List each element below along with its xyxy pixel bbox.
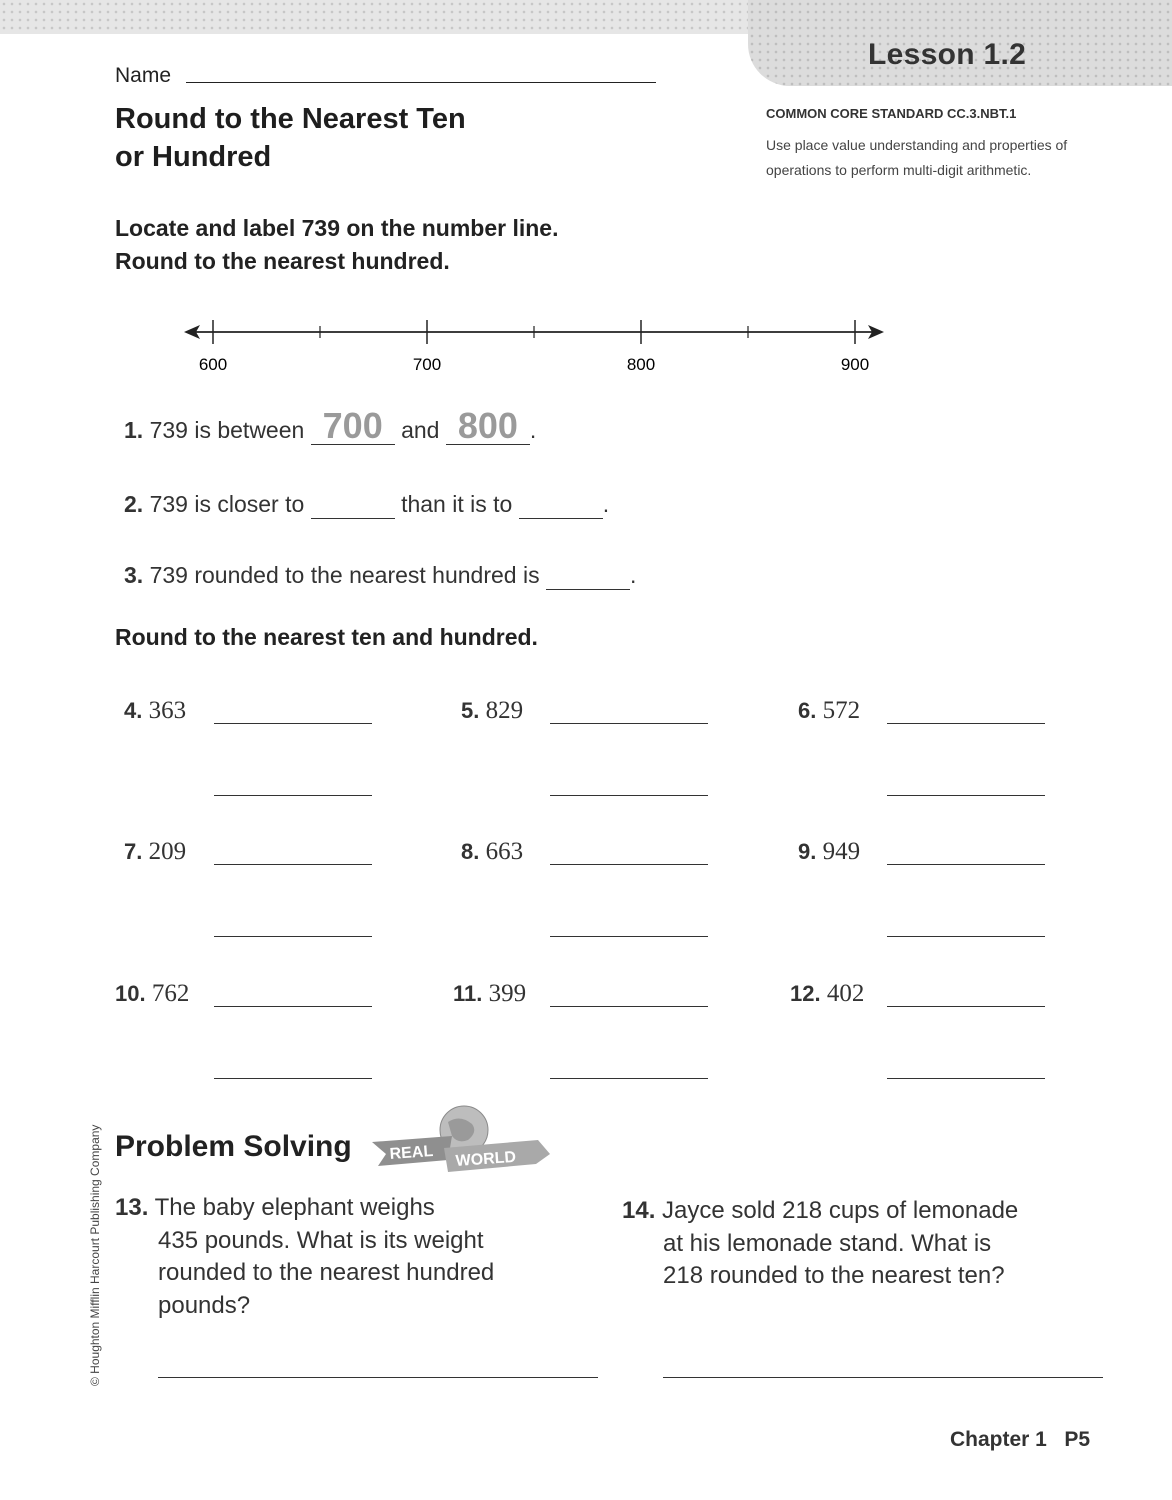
exercise-value: 363 bbox=[148, 697, 187, 724]
answer-line-14[interactable] bbox=[663, 1377, 1103, 1378]
instruction-line1: Locate and label 739 on the number line. bbox=[115, 215, 559, 241]
answer-line-hundred[interactable] bbox=[887, 795, 1045, 796]
question-text: than it is to bbox=[401, 491, 513, 517]
badge-world-text: WORLD bbox=[455, 1148, 517, 1170]
answer-line-ten[interactable] bbox=[214, 864, 372, 865]
copyright-notice bbox=[88, 979, 102, 1386]
exercise-number: 4. bbox=[124, 698, 143, 723]
answer-line-hundred[interactable] bbox=[550, 795, 708, 796]
page-title-line2: or Hundred bbox=[115, 141, 272, 173]
question-text: 739 is between bbox=[149, 417, 305, 443]
problem-text-line: rounded to the nearest hundred bbox=[158, 1259, 495, 1286]
page-title-line1: Round to the Nearest Ten bbox=[115, 103, 466, 135]
lesson-number: Lesson 1.2 bbox=[868, 38, 1027, 71]
instruction bbox=[115, 212, 559, 278]
answer-line-ten[interactable] bbox=[550, 1006, 708, 1007]
exercise-number: 10. bbox=[115, 981, 146, 1006]
problem-number: 13. bbox=[115, 1194, 149, 1221]
badge-real-text: REAL bbox=[389, 1142, 434, 1163]
question-text: and bbox=[401, 417, 440, 443]
question-text: 739 rounded to the nearest hundred is bbox=[149, 562, 540, 588]
tick-label-600: 600 bbox=[198, 355, 228, 374]
problem-13 bbox=[115, 1192, 585, 1322]
answer-blank[interactable]: 700 bbox=[311, 408, 395, 445]
standard-description: Use place value understanding and properties of operations to perform multi-digit arithmetic. bbox=[766, 137, 1068, 178]
copyright-text: © Houghton Mifflin Harcourt Publishing Company bbox=[88, 1124, 102, 1386]
answer-line-hundred[interactable] bbox=[887, 1078, 1045, 1079]
answer-line-ten[interactable] bbox=[550, 723, 708, 724]
page-title bbox=[115, 100, 466, 176]
answer-blank[interactable] bbox=[311, 491, 395, 519]
exercise-6 bbox=[798, 697, 860, 725]
answer-line-hundred[interactable] bbox=[550, 936, 708, 937]
problem-number: 14. bbox=[622, 1197, 656, 1224]
question-3 bbox=[124, 562, 636, 590]
tick-label-800: 800 bbox=[626, 355, 656, 374]
name-label: Name bbox=[115, 64, 172, 87]
standard-label: COMMON CORE STANDARD CC.3.NBT.1 bbox=[766, 106, 1017, 121]
exercise-4 bbox=[124, 697, 186, 725]
problem-text-line: 435 pounds. What is its weight bbox=[158, 1226, 484, 1254]
exercise-value: 402 bbox=[826, 980, 865, 1007]
exercise-number: 7. bbox=[124, 839, 143, 864]
problem-14 bbox=[622, 1195, 1092, 1293]
answer-line-13[interactable] bbox=[158, 1377, 598, 1378]
answer-line-ten[interactable] bbox=[887, 864, 1045, 865]
answer-line-ten[interactable] bbox=[550, 864, 708, 865]
exercise-7 bbox=[124, 838, 186, 866]
exercise-5 bbox=[461, 697, 523, 725]
question-2 bbox=[124, 491, 609, 519]
answer-line-hundred[interactable] bbox=[214, 1078, 372, 1079]
exercise-value: 762 bbox=[151, 980, 190, 1007]
exercise-value: 399 bbox=[488, 980, 527, 1007]
answer-line-ten[interactable] bbox=[214, 723, 372, 724]
problem-solving-heading: Problem Solving bbox=[115, 1130, 352, 1163]
exercise-value: 829 bbox=[485, 697, 524, 724]
answer-line-hundred[interactable] bbox=[550, 1078, 708, 1079]
question-text: 739 is closer to bbox=[149, 491, 305, 517]
exercise-value: 572 bbox=[822, 697, 861, 724]
problem-text-line: pounds? bbox=[158, 1291, 251, 1319]
answer-line-ten[interactable] bbox=[887, 1006, 1045, 1007]
exercise-value: 209 bbox=[148, 838, 187, 865]
answer-line-hundred[interactable] bbox=[214, 795, 372, 796]
exercise-number: 11. bbox=[453, 981, 483, 1006]
exercise-value: 949 bbox=[822, 838, 861, 865]
tick-label-900: 900 bbox=[840, 355, 870, 374]
exercise-12 bbox=[790, 980, 864, 1008]
answer-blank[interactable] bbox=[519, 491, 603, 519]
exercise-9 bbox=[798, 838, 860, 866]
name-field[interactable] bbox=[186, 82, 656, 83]
exercise-number: 5. bbox=[461, 698, 480, 723]
exercise-11 bbox=[453, 980, 526, 1008]
answer-line-hundred[interactable] bbox=[214, 936, 372, 937]
problem-text-line: Jayce sold 218 cups of lemonade bbox=[662, 1197, 1019, 1224]
question-number: 3. bbox=[124, 562, 144, 588]
answer-line-ten[interactable] bbox=[214, 1006, 372, 1007]
section-subheading: Round to the nearest ten and hundred. bbox=[115, 624, 538, 650]
exercise-10 bbox=[115, 980, 189, 1008]
number-line[interactable] bbox=[180, 314, 900, 384]
question-number: 1. bbox=[124, 417, 144, 443]
answer-line-ten[interactable] bbox=[887, 723, 1045, 724]
exercise-number: 8. bbox=[461, 839, 480, 864]
question-period: . bbox=[629, 562, 637, 588]
exercise-number: 12. bbox=[790, 981, 821, 1006]
instruction-line2: Round to the nearest hundred. bbox=[115, 248, 450, 274]
question-1 bbox=[124, 405, 537, 446]
exercise-number: 6. bbox=[798, 698, 817, 723]
question-number: 2. bbox=[124, 491, 144, 517]
page-footer: Chapter 1 P5 bbox=[950, 1428, 1091, 1451]
exercise-number: 9. bbox=[798, 839, 817, 864]
answer-line-hundred[interactable] bbox=[887, 936, 1045, 937]
exercise-value: 663 bbox=[485, 838, 524, 865]
answer-blank[interactable]: 800 bbox=[446, 408, 530, 445]
problem-text-line: The baby elephant weighs bbox=[154, 1194, 435, 1221]
problem-text-line: 218 rounded to the nearest ten? bbox=[663, 1262, 1005, 1289]
question-period: . bbox=[529, 417, 537, 443]
question-period: . bbox=[602, 491, 610, 517]
tick-label-700: 700 bbox=[412, 355, 442, 374]
exercise-8 bbox=[461, 838, 523, 866]
answer-blank[interactable] bbox=[546, 562, 630, 590]
problem-text-line: at his lemonade stand. What is bbox=[663, 1229, 992, 1257]
real-world-badge bbox=[368, 1100, 558, 1182]
